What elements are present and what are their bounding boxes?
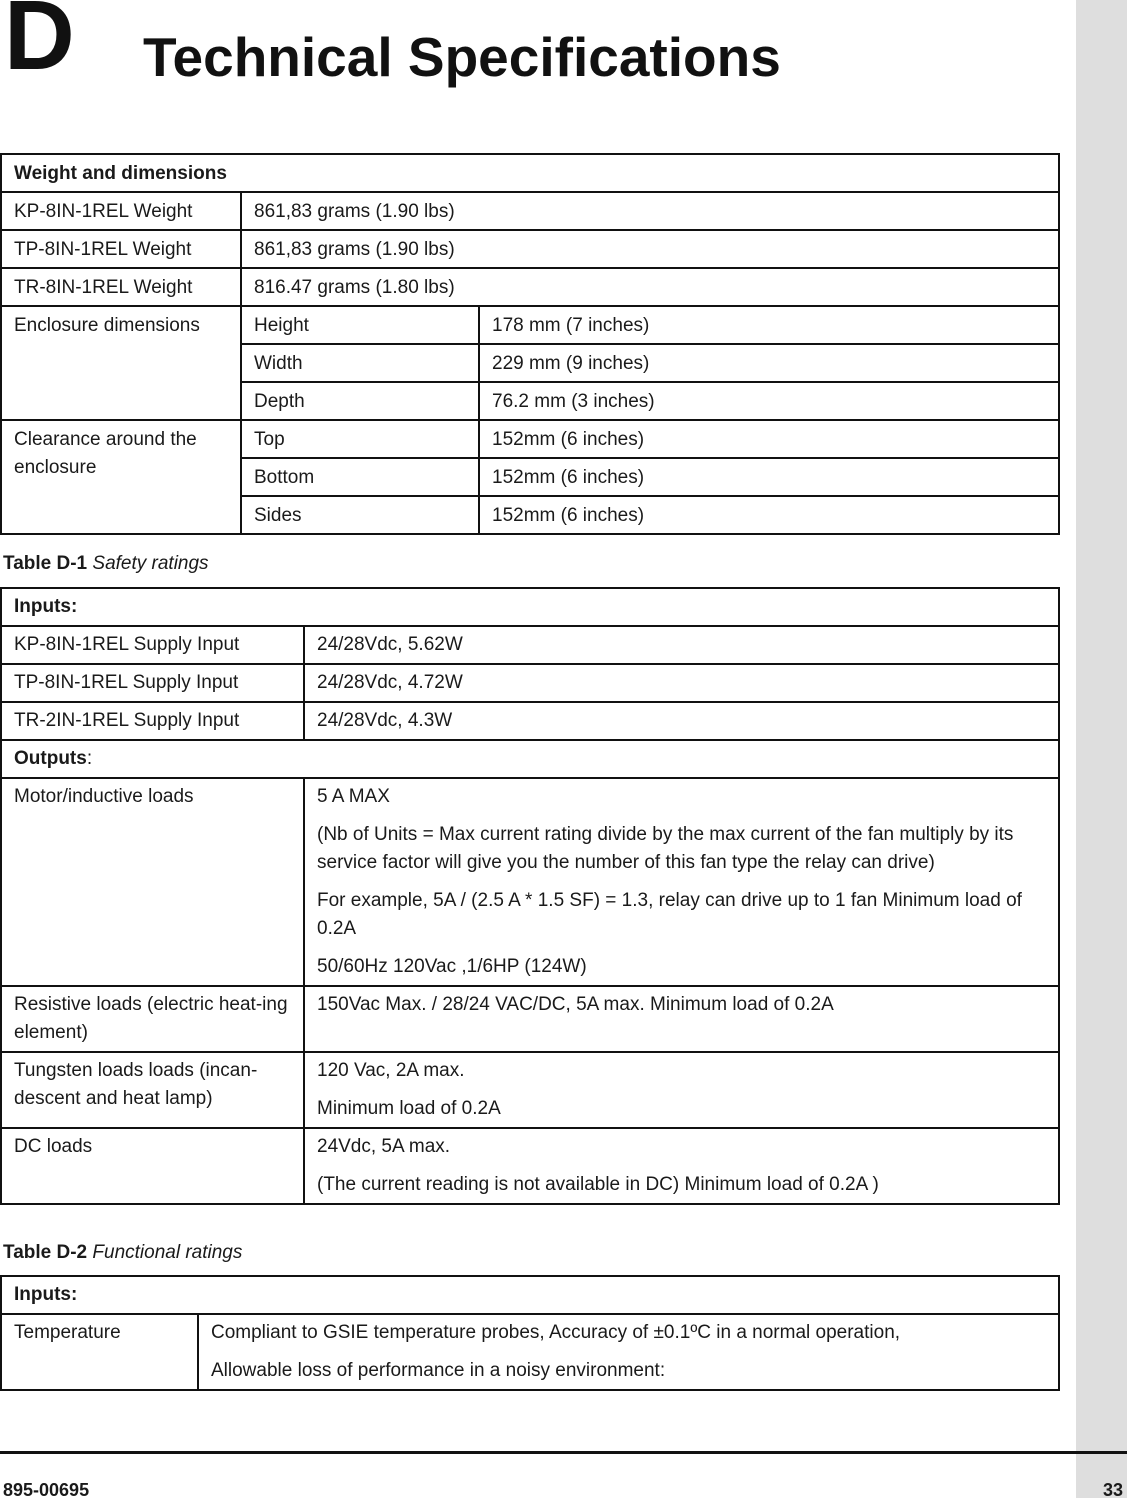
table-row [1,1128,1059,1204]
dimension-name: Width [241,344,479,382]
caption-number: Table D-2 [3,1242,88,1263]
caption-number: Table D-1 [3,553,88,574]
clearance-name: Bottom [241,458,479,496]
table-row [1,664,1059,702]
table-header-row [1,588,1059,626]
row-label: DC loads [1,1128,304,1204]
value-line: 120 Vac, 2A max. [317,1060,465,1081]
value-line: 24Vdc, 5A max. [317,1136,451,1157]
row-label: Resistive loads (electric heat-ing element) [1,986,304,1052]
clearance-value: 152mm (6 inches) [479,458,1059,496]
value-line: (Nb of Units = Max current rating divide by the max current of the fan multiply by its service factor will give you the number of this fan type the relay can drive) [317,824,1014,873]
inputs-header: Inputs: [1,1276,1059,1314]
table-header-cell: Weight and dimensions [1,154,1059,192]
dimension-name: Height [241,306,479,344]
row-value: 861,83 grams (1.90 lbs) [241,192,1059,230]
row-label: TP-8IN-1REL Weight [1,230,241,268]
row-label: KP-8IN-1REL Weight [1,192,241,230]
row-value [198,1314,1059,1390]
row-label: Temperature [1,1314,198,1390]
row-value: 861,83 grams (1.90 lbs) [241,230,1059,268]
inputs-header: Inputs: [1,588,1059,626]
safety-ratings-table [0,587,1060,1205]
clearance-name: Sides [241,496,479,534]
table-row [1,192,1059,230]
value-line: 50/60Hz 120Vac ,1/6HP (124W) [317,956,587,977]
row-value [304,1052,1059,1128]
dimension-value: 178 mm (7 inches) [479,306,1059,344]
table-header-row [1,1276,1059,1314]
weight-dimensions-table [0,153,1060,535]
table-row [1,420,1059,458]
value-line: For example, 5A / (2.5 A * 1.5 SF) = 1.3, relay can drive up to 1 fan Minimum load of 0.2A [317,890,1022,939]
table-row [1,268,1059,306]
row-value: 24/28Vdc, 5.62W [304,626,1059,664]
row-value [304,778,1059,986]
value-line: (The current reading is not available in DC) Minimum load of 0.2A ) [317,1174,879,1195]
dimension-name: Depth [241,382,479,420]
row-label: Motor/inductive loads [1,778,304,986]
row-value: 150Vac Max. / 28/24 VAC/DC, 5A max. Minimum load of 0.2A [304,986,1059,1052]
row-label: Clearance around the enclosure [1,420,241,534]
row-label: Enclosure dimensions [1,306,241,420]
row-value: 24/28Vdc, 4.3W [304,702,1059,740]
functional-ratings-table [0,1275,1060,1391]
table-caption [3,1242,242,1264]
table-row [1,306,1059,344]
clearance-value: 152mm (6 inches) [479,496,1059,534]
value-line: Minimum load of 0.2A [317,1098,501,1119]
table-row [1,778,1059,986]
outputs-header [1,740,1059,778]
outputs-header-colon: : [86,748,93,769]
chapter-letter: D [4,0,75,90]
table-row [1,230,1059,268]
row-label: TR-8IN-1REL Weight [1,268,241,306]
table-row [1,626,1059,664]
dimension-value: 76.2 mm (3 inches) [479,382,1059,420]
outputs-header-label: Outputs [14,748,87,769]
clearance-value: 152mm (6 inches) [479,420,1059,458]
footer-doc-number: 895-00695 [3,1480,90,1500]
row-label: TR-2IN-1REL Supply Input [1,702,304,740]
table-header-row [1,154,1059,192]
page-title: Technical Specifications [143,26,781,88]
clearance-name: Top [241,420,479,458]
caption-title: Functional ratings [92,1242,243,1263]
footer-page-number: 33 [1102,1480,1123,1500]
row-value: 816.47 grams (1.80 lbs) [241,268,1059,306]
caption-title: Safety ratings [92,553,209,574]
page-side-band [1076,0,1127,1498]
value-line: Allowable loss of performance in a noisy environment: [211,1360,666,1381]
table-row [1,1314,1059,1390]
row-label: TP-8IN-1REL Supply Input [1,664,304,702]
row-value [304,1128,1059,1204]
value-line: Compliant to GSIE temperature probes, Accuracy of ±0.1ºC in a normal operation, [211,1322,901,1343]
table-caption [3,553,209,575]
row-label: Tungsten loads loads (incan-descent and heat lamp) [1,1052,304,1128]
row-value: 24/28Vdc, 4.72W [304,664,1059,702]
dimension-value: 229 mm (9 inches) [479,344,1059,382]
row-label: KP-8IN-1REL Supply Input [1,626,304,664]
table-header-row [1,740,1059,778]
footer-divider [0,1451,1127,1454]
table-row [1,986,1059,1052]
table-row [1,702,1059,740]
value-line: 5 A MAX [317,786,390,807]
table-row [1,1052,1059,1128]
